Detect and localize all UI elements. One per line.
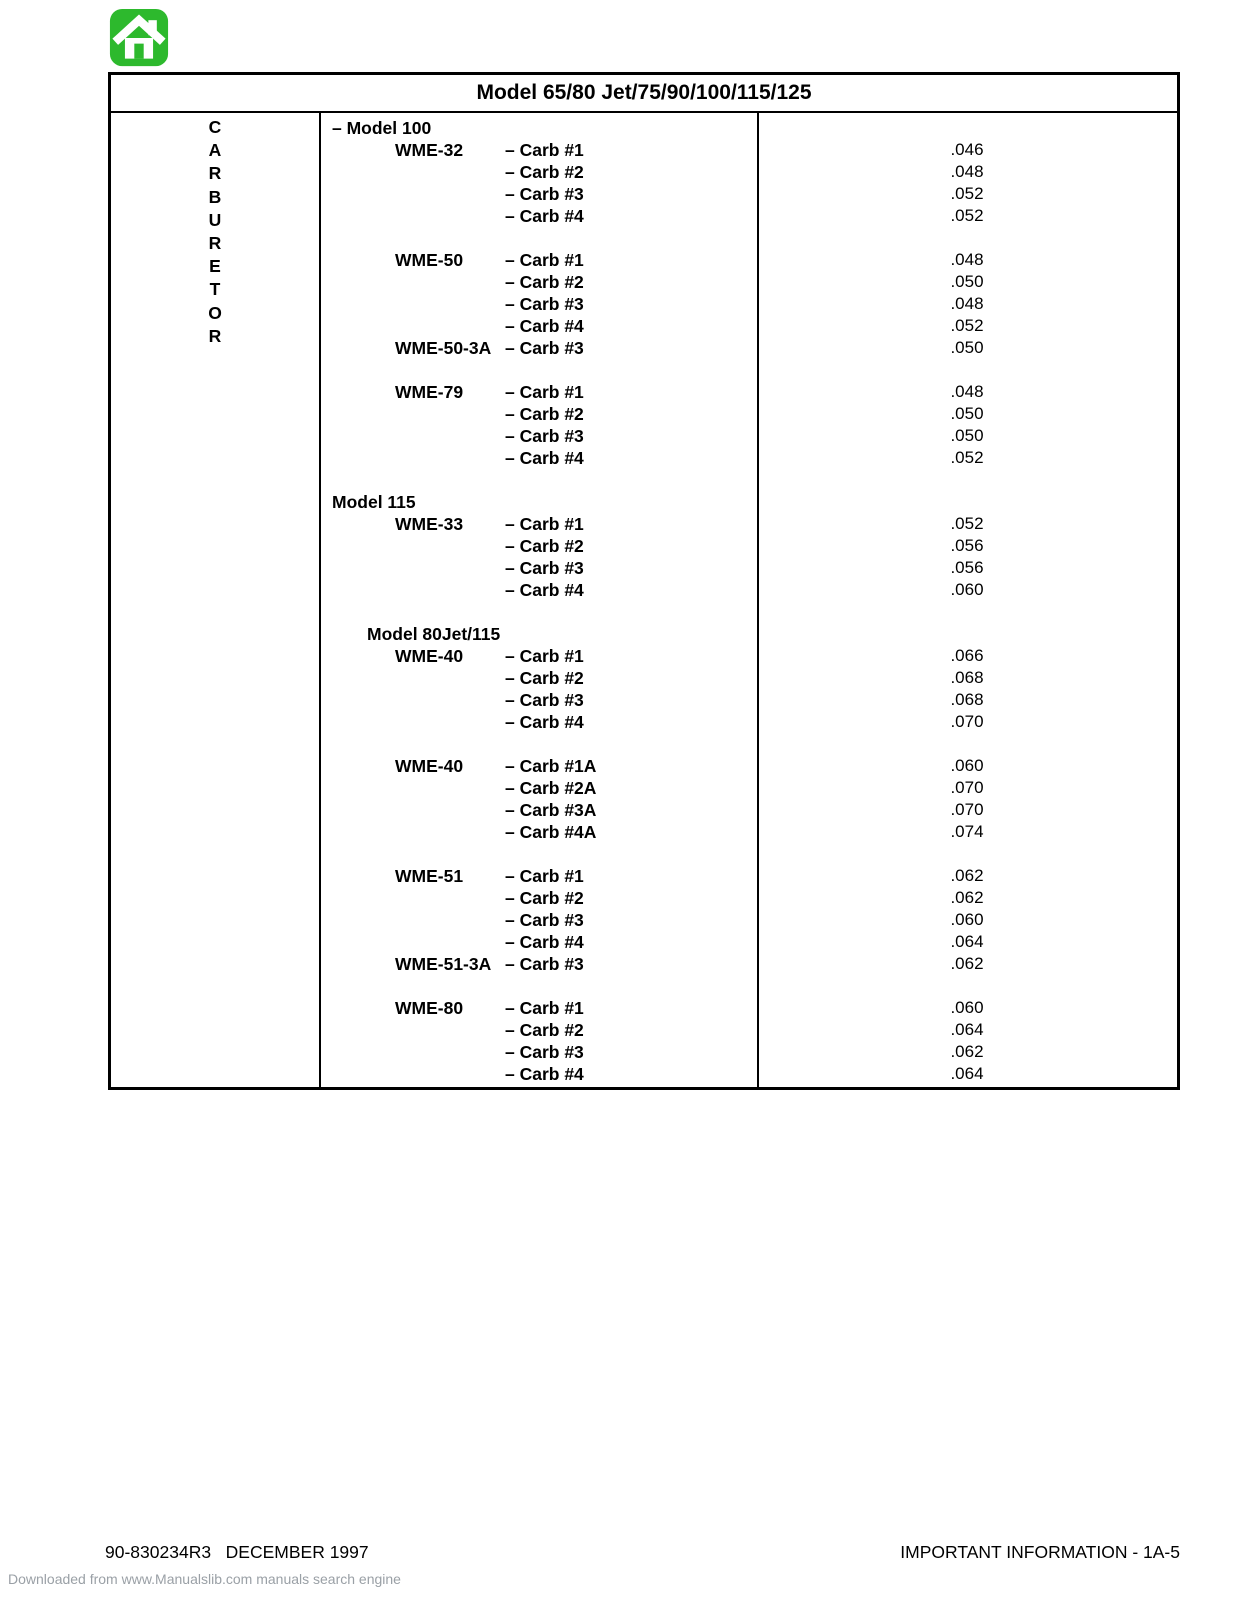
carb-number-label: – Carb #4: [505, 448, 584, 468]
carb-number-label: – Carb #1: [505, 998, 584, 1018]
carb-number-label: – Carb #4A: [505, 822, 597, 842]
carb-set-name: [395, 1041, 505, 1063]
carb-number-label: – Carb #2: [505, 536, 584, 556]
jet-size-value: .048: [950, 382, 984, 401]
table-row: [321, 931, 1177, 953]
label-cell: [321, 733, 757, 755]
carburetor-letter: A: [208, 140, 222, 161]
carb-set-name: [395, 447, 505, 469]
table-row: [321, 535, 1177, 557]
carb-set-name: WME-50: [395, 250, 464, 270]
jet-size-value: .052: [950, 514, 984, 533]
model-heading: – Model 100: [332, 118, 432, 138]
carb-set-name: [395, 711, 505, 733]
spec-rows: [321, 117, 1177, 1085]
carburetor-letter: R: [208, 325, 222, 346]
table-row: [321, 579, 1177, 601]
carb-set-name: [395, 777, 505, 799]
carb-set-name: [395, 821, 505, 843]
spacer-row: [321, 975, 1177, 997]
jet-size-value: .052: [950, 206, 984, 225]
label-cell: [321, 469, 757, 491]
carb-set-name: [395, 557, 505, 579]
carb-number-label: – Carb #1: [505, 866, 584, 886]
table-row: [321, 249, 1177, 271]
spacer-row: [321, 733, 1177, 755]
label-cell: [321, 645, 757, 667]
spacer-row: [321, 227, 1177, 249]
carb-number-label: – Carb #4: [505, 1064, 584, 1084]
label-cell: [321, 491, 757, 513]
carb-set-name: [395, 161, 505, 183]
table-row: [321, 799, 1177, 821]
label-cell: [321, 513, 757, 535]
table-row: [321, 997, 1177, 1019]
jet-size-value: .050: [950, 426, 984, 445]
jet-size-value: [757, 227, 1177, 249]
spacer-row: [321, 469, 1177, 491]
table-row: [321, 645, 1177, 667]
table-row: [321, 821, 1177, 843]
jet-size-value: .064: [950, 1064, 984, 1083]
label-cell: [321, 227, 757, 249]
label-cell: [321, 887, 757, 909]
carb-set-name: [395, 403, 505, 425]
carb-number-label: – Carb #3: [505, 338, 584, 358]
carb-set-name: [395, 183, 505, 205]
carb-set-name: [395, 689, 505, 711]
carb-number-label: – Carb #2: [505, 404, 584, 424]
label-cell: [321, 821, 757, 843]
label-cell: [321, 865, 757, 887]
table-row: [321, 887, 1177, 909]
label-cell: [321, 117, 757, 139]
jet-size-value: [757, 359, 1177, 381]
label-cell: [321, 1063, 757, 1085]
carburetor-letter: B: [208, 186, 222, 207]
carb-set-name: [395, 271, 505, 293]
carb-number-label: – Carb #1: [505, 250, 584, 270]
carburetor-letter: U: [208, 209, 222, 230]
carb-number-label: – Carb #2: [505, 668, 584, 688]
table-row: [321, 381, 1177, 403]
home-icon: [108, 8, 170, 68]
jet-size-value: .050: [950, 404, 984, 423]
label-cell: [321, 183, 757, 205]
jet-size-value: .052: [950, 184, 984, 203]
jet-size-value: .068: [950, 668, 984, 687]
carb-set-name: [395, 535, 505, 557]
carburetor-spec-table: [108, 72, 1180, 1090]
carb-number-label: – Carb #2: [505, 888, 584, 908]
jet-size-value: .068: [950, 690, 984, 709]
spacer-row: [321, 359, 1177, 381]
table-row: [321, 205, 1177, 227]
jet-size-value: .070: [950, 778, 984, 797]
carburetor-letter: R: [208, 163, 222, 184]
table-row: [321, 711, 1177, 733]
jet-size-value: .050: [950, 338, 984, 357]
table-row: [321, 623, 1177, 645]
carb-set-name: [395, 425, 505, 447]
table-row: [321, 161, 1177, 183]
table-row: [321, 271, 1177, 293]
carburetor-letter: C: [208, 117, 222, 137]
jet-size-value: .056: [950, 536, 984, 555]
label-cell: [321, 755, 757, 777]
carb-number-label: – Carb #2: [505, 1020, 584, 1040]
jet-size-value: [757, 975, 1177, 997]
jet-size-value: .070: [950, 712, 984, 731]
carb-number-label: – Carb #3: [505, 294, 584, 314]
table-row: [321, 403, 1177, 425]
jet-size-value: .070: [950, 800, 984, 819]
table-row: [321, 491, 1177, 513]
carburetor-letter: O: [208, 302, 222, 323]
table-row: [321, 293, 1177, 315]
table-row: [321, 139, 1177, 161]
jet-size-value: .060: [950, 998, 984, 1017]
table-row: [321, 667, 1177, 689]
label-cell: [321, 909, 757, 931]
label-cell: [321, 315, 757, 337]
carb-number-label: – Carb #3: [505, 184, 584, 204]
carb-number-label: – Carb #1: [505, 646, 584, 666]
carb-number-label: – Carb #1: [505, 382, 584, 402]
jet-size-value: .048: [950, 162, 984, 181]
home-button[interactable]: [108, 8, 170, 68]
carb-set-name: [395, 293, 505, 315]
carb-number-label: – Carb #3: [505, 426, 584, 446]
carb-set-name: [395, 579, 505, 601]
jet-size-value: .046: [950, 140, 984, 159]
carb-number-label: – Carb #4: [505, 932, 584, 952]
label-cell: [321, 139, 757, 161]
label-cell: [321, 623, 757, 645]
table-row: [321, 513, 1177, 535]
jet-size-value: .062: [950, 1042, 984, 1061]
jet-size-value: .064: [950, 1020, 984, 1039]
table-row: [321, 1019, 1177, 1041]
table-row: [321, 337, 1177, 359]
carb-number-label: – Carb #4: [505, 712, 584, 732]
carb-set-name: [395, 909, 505, 931]
jet-size-value: .066: [950, 646, 984, 665]
label-cell: [321, 931, 757, 953]
carb-number-label: – Carb #2: [505, 162, 584, 182]
label-cell: [321, 359, 757, 381]
carb-number-label: – Carb #4: [505, 580, 584, 600]
model-heading: Model 115: [332, 492, 416, 512]
label-cell: [321, 953, 757, 975]
label-cell: [321, 601, 757, 623]
carb-set-name: WME-51: [395, 866, 464, 886]
jet-size-value: .062: [950, 888, 984, 907]
label-cell: [321, 667, 757, 689]
table-row: [321, 315, 1177, 337]
carb-number-label: – Carb #3A: [505, 800, 597, 820]
label-cell: [321, 249, 757, 271]
label-cell: [321, 447, 757, 469]
jet-size-value: [757, 469, 1177, 491]
table-row: [321, 117, 1177, 139]
label-cell: [321, 337, 757, 359]
carb-set-name: WME-40: [395, 756, 464, 776]
footer-section-title: IMPORTANT INFORMATION - 1A-5: [900, 1542, 1180, 1562]
jet-size-value: .056: [950, 558, 984, 577]
jet-size-value: .062: [950, 866, 984, 885]
jet-size-value: [757, 117, 1177, 139]
carb-set-name: [395, 1019, 505, 1041]
label-cell: [321, 535, 757, 557]
table-body: [111, 113, 1177, 1087]
label-cell: [321, 161, 757, 183]
carb-set-name: WME-80: [395, 998, 464, 1018]
carb-number-label: – Carb #2A: [505, 778, 597, 798]
carb-set-name: WME-79: [395, 382, 464, 402]
label-cell: [321, 1041, 757, 1063]
jet-size-value: [757, 623, 1177, 645]
carb-set-name: [395, 205, 505, 227]
footer-document-number: 90-830234R3 DECEMBER 1997: [105, 1542, 369, 1562]
label-cell: [321, 689, 757, 711]
carb-number-label: – Carb #2: [505, 272, 584, 292]
carb-set-name: WME-50-3A: [395, 338, 492, 358]
carb-number-label: – Carb #3: [505, 690, 584, 710]
carb-number-label: – Carb #1: [505, 514, 584, 534]
carb-set-name: [395, 799, 505, 821]
label-cell: [321, 271, 757, 293]
carb-number-label: – Carb #1A: [505, 756, 597, 776]
carb-set-name: WME-33: [395, 514, 464, 534]
jet-size-value: [757, 601, 1177, 623]
spacer-row: [321, 601, 1177, 623]
label-cell: [321, 425, 757, 447]
jet-size-value: .048: [950, 294, 984, 313]
label-cell: [321, 381, 757, 403]
carb-number-label: – Carb #3: [505, 910, 584, 930]
label-cell: [321, 843, 757, 865]
carb-set-name: WME-32: [395, 140, 464, 160]
jet-size-value: .060: [950, 756, 984, 775]
vertical-carburetor-label: [111, 116, 319, 348]
label-cell: [321, 711, 757, 733]
table-row: [321, 689, 1177, 711]
label-cell: [321, 1019, 757, 1041]
table-row: [321, 777, 1177, 799]
jet-size-value: .064: [950, 932, 984, 951]
jet-size-value: .060: [950, 580, 984, 599]
label-cell: [321, 799, 757, 821]
carburetor-letter: T: [209, 279, 221, 300]
carb-number-label: – Carb #3: [505, 558, 584, 578]
jet-size-value: .074: [950, 822, 984, 841]
jet-size-value: .052: [950, 316, 984, 335]
carb-number-label: – Carb #1: [505, 140, 584, 160]
carb-number-label: – Carb #4: [505, 316, 584, 336]
carburetor-letter: R: [208, 233, 222, 254]
jet-size-value: .048: [950, 250, 984, 269]
carb-set-name: [395, 667, 505, 689]
jet-size-value: .060: [950, 910, 984, 929]
carb-set-name: WME-40: [395, 646, 464, 666]
label-cell: [321, 557, 757, 579]
jet-size-value: .052: [950, 448, 984, 467]
carb-set-name: [395, 887, 505, 909]
table-row: [321, 755, 1177, 777]
carb-set-name: WME-51-3A: [395, 954, 492, 974]
jet-size-value: [757, 843, 1177, 865]
label-cell: [321, 205, 757, 227]
watermark-text: Downloaded from www.Manualslib.com manuals search engine: [8, 1571, 401, 1587]
spacer-row: [321, 843, 1177, 865]
carburetor-letter: E: [209, 256, 221, 277]
table-title: Model 65/80 Jet/75/90/100/115/125: [111, 75, 1177, 113]
table-row: [321, 865, 1177, 887]
table-row: [321, 183, 1177, 205]
label-cell: [321, 777, 757, 799]
table-row: [321, 425, 1177, 447]
carb-number-label: – Carb #4: [505, 206, 584, 226]
label-cell: [321, 579, 757, 601]
carb-set-name: [395, 931, 505, 953]
table-row: [321, 557, 1177, 579]
table-row: [321, 909, 1177, 931]
jet-size-value: [757, 733, 1177, 755]
table-row: [321, 953, 1177, 975]
label-cell: [321, 293, 757, 315]
jet-size-value: [757, 491, 1177, 513]
jet-size-value: .050: [950, 272, 984, 291]
model-heading: Model 80Jet/115: [367, 624, 501, 644]
table-row: [321, 1063, 1177, 1085]
carb-number-label: – Carb #3: [505, 1042, 584, 1062]
label-cell: [321, 975, 757, 997]
carb-set-name: [395, 315, 505, 337]
label-cell: [321, 997, 757, 1019]
table-row: [321, 1041, 1177, 1063]
carb-set-name: [395, 1063, 505, 1085]
jet-size-value: .062: [950, 954, 984, 973]
label-cell: [321, 403, 757, 425]
table-row: [321, 447, 1177, 469]
carb-number-label: – Carb #3: [505, 954, 584, 974]
